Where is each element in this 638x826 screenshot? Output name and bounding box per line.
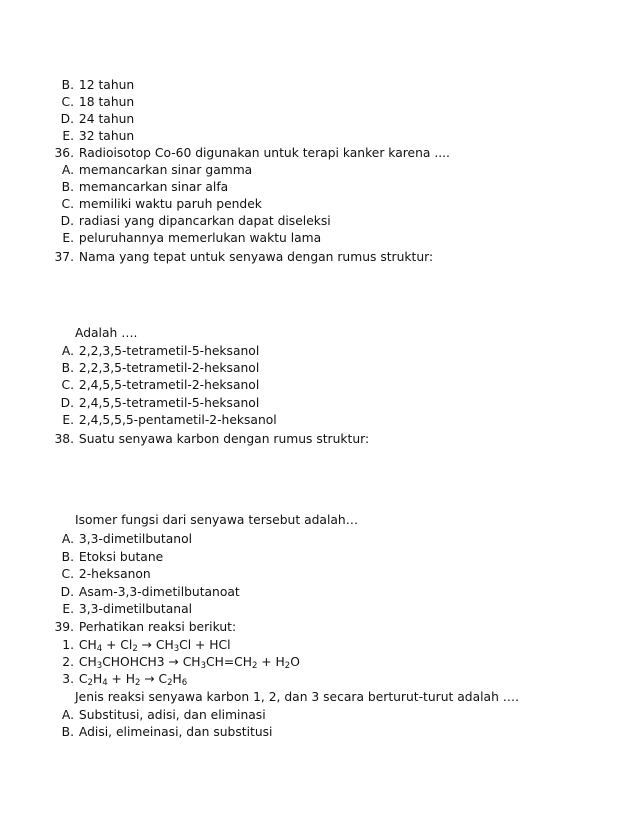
q35-option-c [36, 94, 134, 111]
option-text: 3,3-dimetilbutanal [78, 602, 193, 616]
question-text: Perhatikan reaksi berikut: [78, 620, 237, 634]
question-text: Radioisotop Co-60 digunakan untuk terapi kanker karena .... [78, 146, 450, 160]
option-text: 2,4,5,5-tetrametil-5-heksanol [78, 396, 260, 410]
q38-followup: Isomer fungsi dari senyawa tersebut adalah… [75, 513, 358, 527]
subscript: 2 [134, 678, 141, 688]
option-letter: E. [62, 602, 74, 616]
q36-option-b [36, 179, 228, 196]
reaction-formula: $C_2H_4 + H_2 \to C_2H_6$ [78, 672, 188, 688]
q37-option-b [36, 360, 259, 377]
option-letter: E. [62, 231, 74, 245]
q39-question [36, 619, 236, 636]
q37-question [36, 249, 433, 266]
q38-option-c [36, 566, 151, 583]
question-number: 39. [54, 620, 74, 634]
q38-option-d [36, 584, 240, 601]
option-letter: A. [61, 708, 74, 722]
option-letter: C. [61, 567, 74, 581]
option-text: memancarkan sinar gamma [78, 163, 253, 177]
subscript: 3 [200, 661, 206, 671]
option-text: 2,4,5,5,5-pentametil-2-heksanol [78, 413, 277, 427]
subscript: 3 [96, 661, 103, 671]
q38-question [36, 431, 369, 448]
option-letter: C. [61, 378, 74, 392]
subscript: 3 [173, 644, 180, 654]
question-number: 36. [54, 146, 74, 160]
subscript: 4 [96, 644, 103, 654]
q36-option-d [36, 213, 331, 230]
q35-option-e [36, 128, 134, 145]
option-letter: B. [61, 78, 74, 92]
q39-reaction-1 [36, 637, 231, 654]
reaction-number: 1. [62, 638, 74, 652]
q38-option-e [36, 601, 192, 618]
q35-option-d [36, 111, 134, 128]
q37-option-e [36, 412, 277, 429]
subscript: 2 [251, 661, 258, 671]
q36-option-c [36, 196, 262, 213]
option-text: 2-heksanon [78, 567, 151, 581]
option-text: 2,2,3,5-tetrametil-5-heksanol [78, 344, 260, 358]
reaction-formula: $CH_4 + Cl_2 \to CH_3Cl$ + HCl [78, 638, 231, 654]
subscript: 6 [181, 678, 188, 688]
option-letter: A. [61, 532, 74, 546]
q39-option-b [36, 724, 272, 741]
option-letter: C. [61, 197, 74, 211]
option-letter: A. [61, 344, 74, 358]
option-text: 2,2,3,5-tetrametil-2-heksanol [78, 361, 260, 375]
option-letter: B. [61, 180, 74, 194]
option-letter: B. [61, 725, 74, 739]
subscript: 2 [167, 678, 173, 688]
option-letter: C. [61, 95, 74, 109]
q37-option-a [36, 343, 259, 360]
option-text: peluruhannya memerlukan waktu lama [78, 231, 322, 245]
option-text: 18 tahun [78, 95, 135, 109]
subscript: 4 [102, 678, 108, 688]
q39-reaction-3 [36, 671, 187, 688]
option-text: 3,3-dimetilbutanol [78, 532, 193, 546]
option-text: 2,4,5,5-tetrametil-2-heksanol [78, 378, 260, 392]
option-letter: E. [62, 129, 74, 143]
q36-option-e [36, 230, 321, 247]
option-letter: B. [61, 550, 74, 564]
q37-option-c [36, 377, 259, 394]
reaction-number: 3. [62, 672, 74, 686]
question-text: Suatu senyawa karbon dengan rumus struktur: [78, 432, 370, 446]
option-letter: D. [60, 112, 74, 126]
subscript: 2 [87, 678, 93, 688]
option-text: memiliki waktu paruh pendek [78, 197, 262, 211]
q38-option-a [36, 531, 192, 548]
q39-option-a [36, 707, 266, 724]
option-text: 24 tahun [78, 112, 135, 126]
option-letter: D. [60, 396, 74, 410]
option-text: Asam-3,3-dimetilbutanoat [78, 585, 240, 599]
q38-option-b [36, 549, 163, 566]
q35-option-b [36, 77, 134, 94]
q39-reaction-2 [36, 654, 300, 671]
subscript: 2 [284, 661, 291, 671]
option-letter: D. [60, 585, 74, 599]
option-text: radiasi yang dipancarkan dapat diseleksi [78, 214, 331, 228]
option-text: Adisi, elimeinasi, dan substitusi [78, 725, 273, 739]
question-number: 38. [54, 432, 74, 446]
reaction-formula: $CH_3CHOHCH3 \to CH_3CH=CH_2 + H_2O$ [78, 655, 300, 671]
q39-followup: Jenis reaksi senyawa karbon 1, 2, dan 3 secara berturut-turut adalah …. [75, 690, 519, 704]
option-text: 32 tahun [78, 129, 135, 143]
q36-option-a [36, 162, 252, 179]
subscript: 2 [132, 644, 138, 654]
option-text: 12 tahun [78, 78, 135, 92]
option-letter: E. [62, 413, 74, 427]
option-text: Substitusi, adisi, dan eliminasi [78, 708, 266, 722]
reaction-number: 2. [62, 655, 74, 669]
option-text: memancarkan sinar alfa [78, 180, 229, 194]
q36-question [36, 145, 450, 162]
option-letter: A. [61, 163, 74, 177]
q37-followup: Adalah …. [75, 326, 138, 340]
option-letter: D. [60, 214, 74, 228]
q37-option-d [36, 395, 259, 412]
question-number: 37. [54, 250, 74, 264]
option-letter: B. [61, 361, 74, 375]
option-text: Etoksi butane [78, 550, 164, 564]
question-text: Nama yang tepat untuk senyawa dengan rumus struktur: [78, 250, 434, 264]
